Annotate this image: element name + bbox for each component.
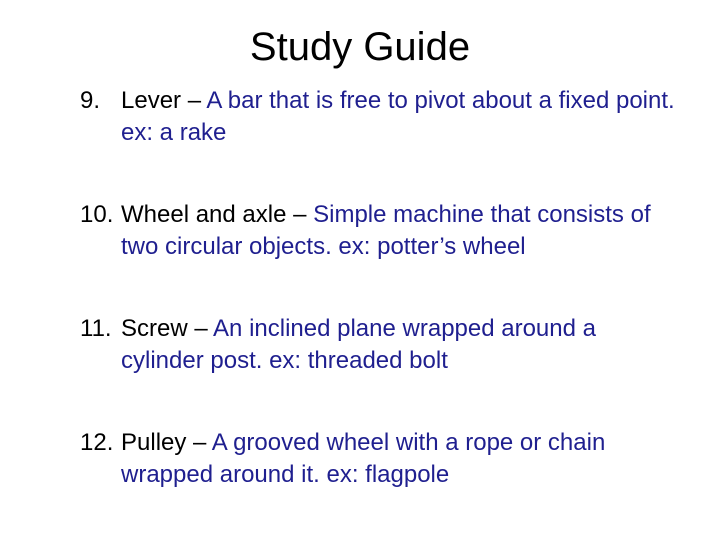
item-term: Screw	[121, 315, 188, 342]
item-term: Pulley	[121, 429, 187, 456]
page-title: Study Guide	[249, 25, 471, 69]
list-item-wheel-and-axle	[80, 199, 680, 263]
item-definition: An inclined plane wrapped around a cylinder post. ex: threaded bolt	[121, 315, 596, 374]
list-item-pulley	[80, 427, 680, 491]
item-number: 12.	[80, 429, 114, 456]
item-number: 9.	[80, 87, 101, 114]
item-definition: A grooved wheel with a rope or chain wrapped around it. ex: flagpole	[121, 429, 606, 488]
item-term: Wheel and axle	[121, 201, 287, 228]
item-definition: Simple machine that consists of two circular objects. ex: potter’s wheel	[121, 201, 651, 260]
study-guide-list	[80, 85, 680, 491]
item-number: 11.	[80, 315, 112, 342]
item-dash: –	[186, 429, 212, 456]
list-item-lever	[80, 85, 680, 149]
item-dash: –	[181, 87, 207, 114]
item-term: Lever	[121, 87, 182, 114]
list-item-screw	[80, 313, 680, 377]
item-dash: –	[187, 315, 214, 342]
item-definition: A bar that is free to pivot about a fixed point. ex: a rake	[121, 87, 675, 146]
item-dash: –	[286, 201, 314, 228]
item-number: 10.	[80, 201, 114, 228]
